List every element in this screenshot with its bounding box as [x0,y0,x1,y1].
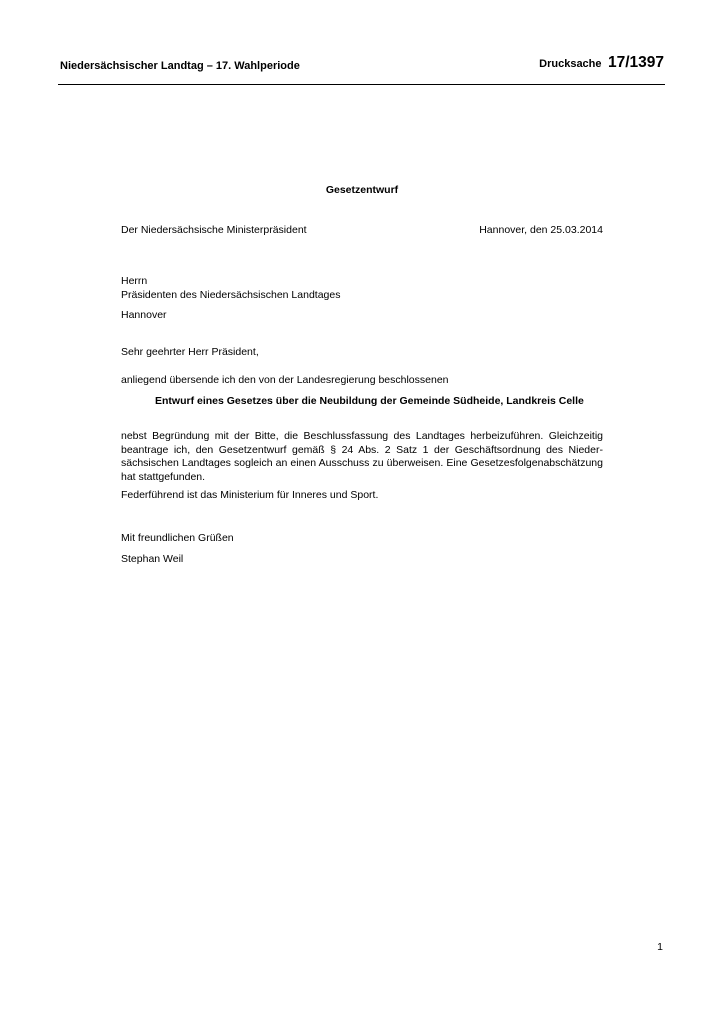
letter-salutation: Sehr geehrter Herr Präsident, [121,346,259,358]
sender-line [121,224,603,238]
sender: Der Niedersächsische Ministerpräsident [121,224,307,236]
bill-title: Entwurf eines Gesetzes über die Neubildung der Gemeinde Südheide, Landkreis Celle [155,395,584,407]
lead-ministry-paragraph: Federführend ist das Ministerium für Inneres und Sport. [121,489,379,501]
page-header [60,52,664,76]
drucksache-label: Drucksache [539,58,602,70]
signature: Stephan Weil [121,553,184,565]
addressee-block [121,275,603,323]
intro-paragraph: anliegend übersende ich den von der Landesregierung beschlossenen [121,374,449,386]
drucksache-reference [539,54,664,72]
place-date: Hannover, den 25.03.2014 [479,224,603,236]
closing-greeting: Mit freundlichen Grüßen [121,532,234,544]
drucksache-number: 17/1397 [607,54,664,71]
addressee-city: Hannover [121,309,167,321]
addressee-recipient: Präsidenten des Niedersächsischen Landtages [121,288,341,301]
addressee-salutation-line: Herrn [121,275,148,287]
document-title: Gesetzentwurf [325,184,399,196]
page-number: 1 [657,941,663,953]
header-divider [58,84,665,85]
request-paragraph: nebst Begründung mit der Bitte, die Beschlussfassung des Landtages herbeizuführen. Gleichzeitig beantrage ich, den Gesetzentwurf gemäß § 24 Abs. 2 Satz 1 der Geschäftsordnung des Niedersächsischen Landtages sogleich an einen Ausschuss zu überweisen. Eine Gesetzesfolgenabschätzung hat stattgefunden. [121,430,603,483]
parliament-period-label: Niedersächsischer Landtag – 17. Wahlperiode [60,60,300,72]
